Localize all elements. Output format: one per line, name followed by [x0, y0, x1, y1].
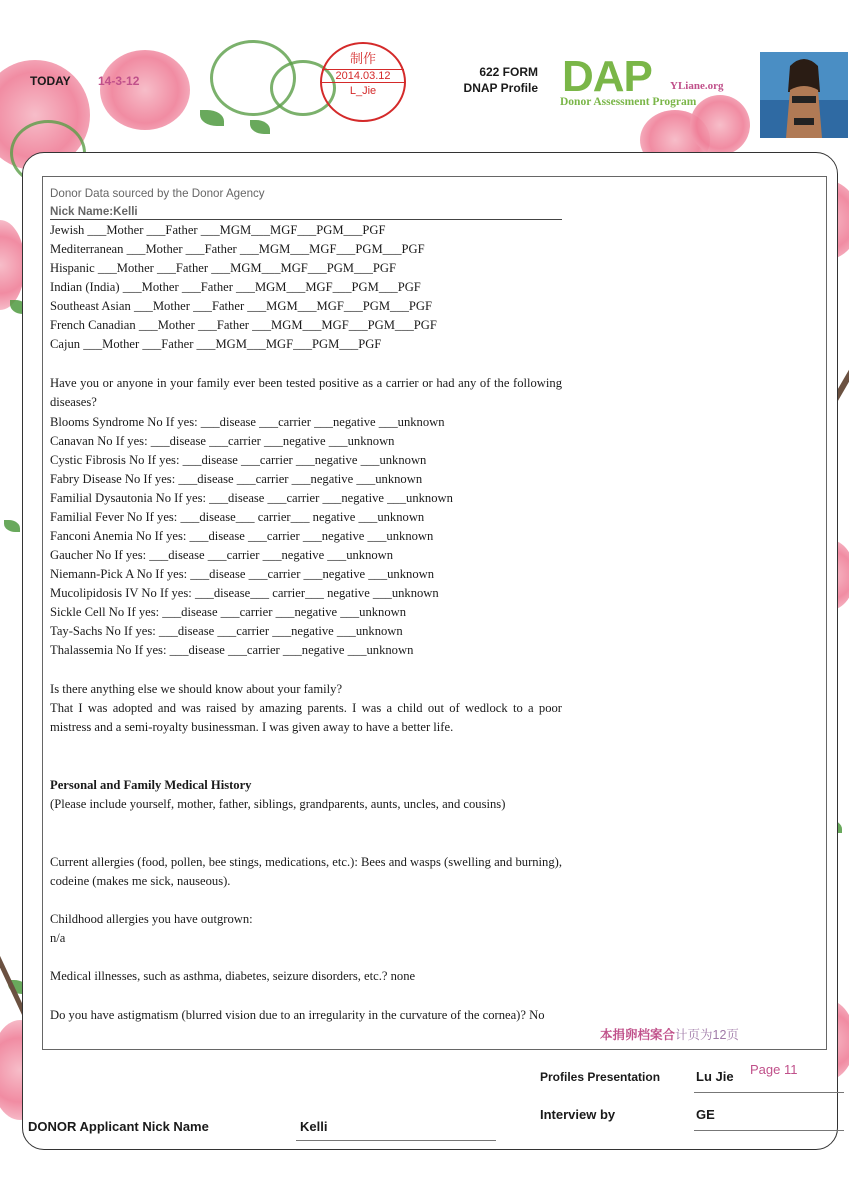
form-title-block — [450, 64, 538, 96]
family-question: Is there anything else we should know about your family? — [50, 682, 343, 696]
nick-name: Nick Name:Kelli — [50, 205, 138, 218]
ethnicity-row: Indian (India) ___Mother ___Father ___MGM___MGF___PGM___PGF — [50, 280, 421, 294]
ethnicity-row: French Canadian ___Mother ___Father ___MGM___MGF___PGM___PGF — [50, 318, 437, 332]
interview-label: Interview by — [540, 1107, 616, 1122]
ethnicity-row: Southeast Asian ___Mother ___Father ___MGM___MGF___PGM___PGF — [50, 299, 433, 313]
disease-row: Cystic Fibrosis No If yes: ___disease ___carrier ___negative ___unknown — [50, 453, 427, 467]
page-count-gray: 计页为12页 — [675, 1028, 739, 1042]
ethnicity-row: Hispanic ___Mother ___Father ___MGM___MGF___PGM___PGF — [50, 261, 396, 275]
logo-main: DAP — [562, 52, 652, 101]
applicant-label: DONOR Applicant Nick Name — [28, 1119, 209, 1134]
applicant-underline — [296, 1140, 496, 1141]
official-stamp — [320, 42, 406, 122]
disease-row: Gaucher No If yes: ___disease ___carrier ___negative ___unknown — [50, 548, 394, 562]
presentation-label: Profiles Presentation — [540, 1070, 661, 1084]
interview-underline — [694, 1130, 844, 1131]
today-label: TODAY — [30, 74, 71, 88]
page-number: Page 11 — [750, 1062, 798, 1077]
disease-row: Mucolipidosis IV No If yes: ___disease___ carrier___ negative ___unknown — [50, 586, 439, 600]
logo-site: YLiane.org — [670, 80, 724, 92]
childhood-answer: n/a — [50, 931, 66, 945]
source-note: Donor Data sourced by the Donor Agency — [50, 187, 265, 200]
astigmatism-answer: Do you have astigmatism (blurred vision due to an irregularity in the curvature of the cornea)? No — [50, 1008, 545, 1022]
disease-row: Sickle Cell No If yes: ___disease ___carrier ___negative ___unknown — [50, 605, 407, 619]
stamp-top: 制作 — [349, 51, 376, 66]
interview-value: GE — [696, 1107, 715, 1122]
carrier-question: Have you or anyone in your family ever been tested positive as a carrier or had any of the following diseases? — [50, 376, 562, 409]
disease-row: Canavan No If yes: ___disease ___carrier ___negative ___unknown — [50, 434, 395, 448]
disease-row: Fabry Disease No If yes: ___disease ___carrier ___negative ___unknown — [50, 472, 423, 486]
ethnicity-row: Cajun ___Mother ___Father ___MGM___MGF___PGM___PGF — [50, 337, 382, 351]
disease-row: Tay-Sachs No If yes: ___disease ___carrier ___negative ___unknown — [50, 624, 403, 638]
ethnicity-row: Jewish ___Mother ___Father ___MGM___MGF___PGM___PGF — [50, 223, 386, 237]
ethnicity-row: Mediterranean ___Mother ___Father ___MGM___MGF___PGM___PGF — [50, 242, 425, 256]
childhood-question: Childhood allergies you have outgrown: — [50, 912, 253, 926]
form-subtitle: DNAP Profile — [463, 81, 538, 95]
presentation-value: Lu Jie — [696, 1069, 734, 1084]
donor-photo-icon — [760, 52, 848, 138]
disease-row: Blooms Syndrome No If yes: ___disease ___carrier ___negative ___unknown — [50, 415, 445, 429]
disease-row: Familial Fever No If yes: ___disease___ carrier___ negative ___unknown — [50, 510, 425, 524]
page-count-note — [600, 1025, 739, 1043]
medical-heading: Personal and Family Medical History — [50, 778, 252, 792]
disease-row: Fanconi Anemia No If yes: ___disease ___carrier ___negative ___unknown — [50, 529, 434, 543]
disease-row: Thalassemia No If yes: ___disease ___carrier ___negative ___unknown — [50, 643, 414, 657]
stamp-name: L_Jie — [349, 85, 377, 97]
stamp-date: 2014.03.12 — [322, 69, 404, 83]
medical-instruction: (Please include yourself, mother, father, siblings, grandparents, aunts, uncles, and cousins) — [50, 797, 506, 811]
logo-tagline: Donor Assessment Program — [560, 96, 697, 108]
page-count-red: 本捐卵档案合 — [600, 1028, 676, 1042]
allergies-answer: Current allergies (food, pollen, bee stings, medications, etc.): Bees and wasps (swelling and burning), codeine (makes me sick, nauseous). — [50, 855, 562, 888]
dap-logo — [560, 54, 756, 114]
disease-row: Niemann-Pick A No If yes: ___disease ___carrier ___negative ___unknown — [50, 567, 435, 581]
illnesses-answer: Medical illnesses, such as asthma, diabetes, seizure disorders, etc.? none — [50, 969, 416, 983]
applicant-value: Kelli — [300, 1119, 328, 1134]
presentation-underline — [694, 1092, 844, 1093]
today-value: 14-3-12 — [98, 74, 140, 88]
form-title: 622 FORM — [479, 65, 538, 79]
nick-name-rule — [50, 219, 562, 220]
family-answer: That I was adopted and was raised by amazing parents. I was a child out of wedlock to a poor mistress and a semi-royalty businessman. I was given away to have a better life. — [50, 701, 562, 734]
disease-row: Familial Dysautonia No If yes: ___disease ___carrier ___negative ___unknown — [50, 491, 453, 505]
